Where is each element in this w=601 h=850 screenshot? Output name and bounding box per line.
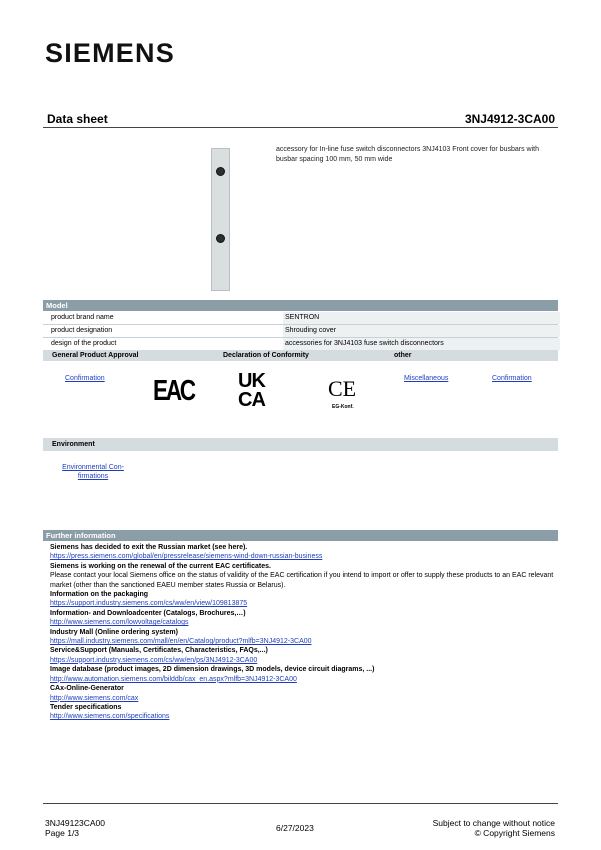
- product-description: accessory for In-line fuse switch disconnectors 3NJ4103 Front cover for busbars with busbar spacing 100 mm, 50 mm wide: [276, 146, 540, 163]
- row-value: SENTRON: [283, 312, 560, 324]
- ukca-mark-top: UK: [238, 370, 265, 392]
- screw-icon: [216, 167, 225, 176]
- info-link[interactable]: https://press.siemens.com/global/en/pressrelease/siemens-wind-down-russian-business: [50, 553, 323, 561]
- footer-date: 6/27/2023: [276, 823, 314, 833]
- footer-divider: [43, 803, 558, 804]
- row-key: product designation: [51, 327, 113, 334]
- link-line: Environmental Con-: [62, 464, 124, 471]
- ce-mark: CE: [328, 376, 357, 401]
- approvals-header: [43, 350, 558, 361]
- info-title: Service&Support (Manuals, Certificates, Characteristics, FAQs,...): [50, 647, 268, 655]
- info-text: Please contact your local Siemens office on the status of validity of the EAC certification if you intend to import or offer to supply these products to an EAC relevant market (other than the sanctioned EAEU member states Russia or Belarus).: [50, 572, 554, 589]
- info-title: Information- and Downloadcenter (Catalogs, Brochures,…): [50, 609, 246, 617]
- info-link[interactable]: https://support.industry.siemens.com/cs/ww/en/view/109813875: [50, 600, 248, 608]
- table-row: [43, 312, 558, 325]
- info-link[interactable]: http://www.siemens.com/lowvoltage/catalogs: [50, 619, 189, 627]
- model-heading: Model: [43, 300, 558, 311]
- approval-col-conformity: Declaration of Conformity: [223, 352, 309, 359]
- confirmation-link[interactable]: Confirmation: [492, 375, 532, 382]
- info-link[interactable]: https://support.industry.siemens.com/cs/ww/en/ps/3NJ4912-3CA00: [50, 656, 258, 664]
- row-key: product brand name: [51, 314, 114, 321]
- info-link[interactable]: http://www.siemens.com/cax: [50, 694, 139, 702]
- page-title: Data sheet: [47, 112, 108, 126]
- footer-left: [45, 818, 105, 838]
- ukca-mark-bottom: CA: [238, 389, 265, 411]
- row-value: accessories for 3NJ4103 fuse switch disconnectors: [283, 338, 560, 350]
- ukca-mark: [238, 372, 265, 410]
- row-key: design of the product: [51, 340, 117, 347]
- info-title: Siemens is working on the renewal of the current EAC certificates.: [50, 562, 271, 570]
- info-link[interactable]: http://www.siemens.com/specifications: [50, 713, 170, 721]
- approval-col-general: General Product Approval: [52, 352, 139, 359]
- header-divider: [43, 127, 558, 128]
- environmental-confirmations-link[interactable]: [53, 463, 133, 481]
- screw-icon: [216, 234, 225, 243]
- miscellaneous-link[interactable]: Miscellaneous: [404, 375, 449, 382]
- info-link[interactable]: https://mall.industry.siemens.com/mall/en/en/Catalog/product?mlfb=3NJ4912-3CA00: [50, 638, 312, 646]
- table-row: [43, 325, 558, 338]
- siemens-logo: SIEMENS: [45, 38, 175, 68]
- info-title: Industry Mall (Online ordering system): [50, 628, 178, 636]
- further-info-list: [50, 543, 555, 722]
- info-title: CAx-Online-Generator: [50, 685, 124, 693]
- info-link[interactable]: http://www.automation.siemens.com/bilddb/cax_en.aspx?mlfb=3NJ4912-3CA00: [50, 675, 297, 683]
- info-title: Image database (product images, 2D dimension drawings, 3D models, device circuit diagrams, ...): [50, 666, 375, 674]
- footer-right: [433, 818, 555, 838]
- info-title: Tender specifications: [50, 703, 122, 711]
- ce-label: EG-Konf.: [332, 404, 354, 410]
- eac-mark: EAC: [153, 375, 194, 407]
- confirmation-link[interactable]: Confirmation: [65, 375, 105, 382]
- product-code: 3NJ4912-3CA00: [464, 112, 555, 126]
- info-title: Information on the packaging: [50, 591, 149, 599]
- footer-copyright: © Copyright Siemens: [474, 828, 555, 838]
- approval-col-other: other: [394, 352, 412, 359]
- environment-heading: Environment: [43, 438, 558, 451]
- info-title: Siemens has decided to exit the Russian market (see here).: [50, 544, 248, 551]
- footer-notice: Subject to change without notice: [432, 818, 555, 828]
- further-info-heading: Further information: [43, 530, 558, 541]
- product-image: [211, 148, 230, 291]
- footer-code: 3NJ49123CA00: [45, 818, 106, 828]
- row-value: Shrouding cover: [283, 325, 560, 337]
- link-line: firmations: [77, 473, 109, 480]
- footer-page: Page 1/3: [45, 828, 80, 838]
